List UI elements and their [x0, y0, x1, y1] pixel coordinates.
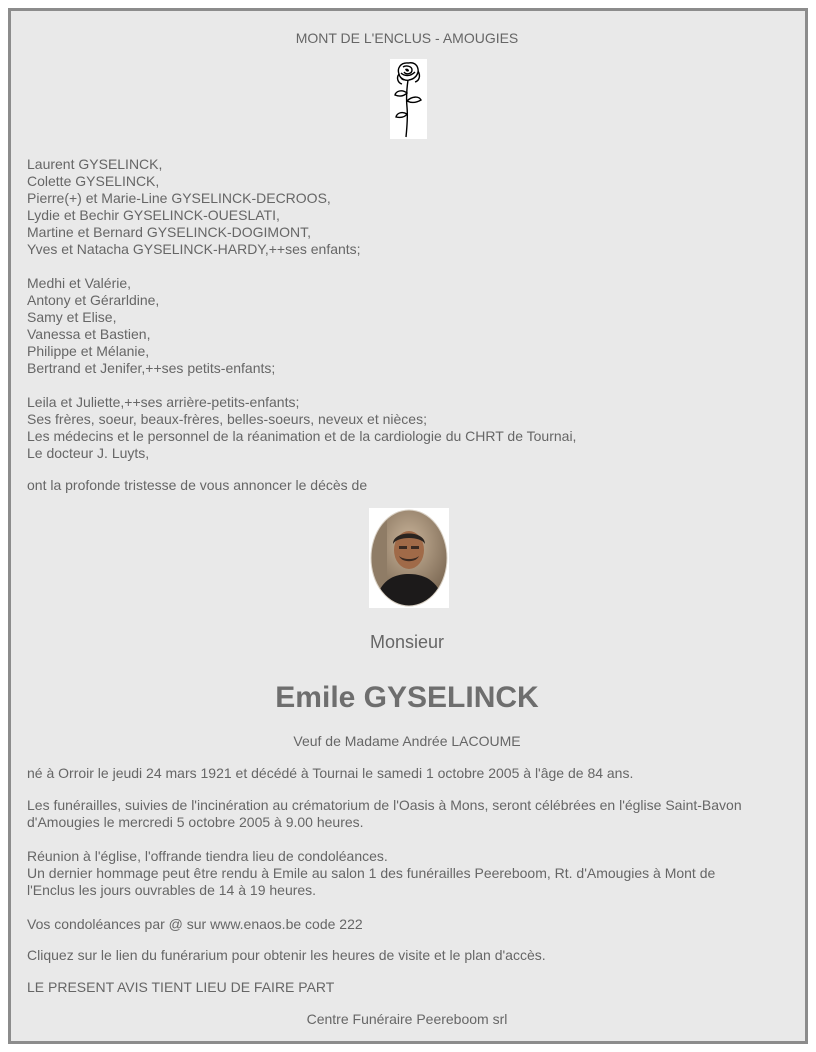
- family-line: Lydie et Bechir GYSELINCK-OUESLATI,: [27, 207, 280, 223]
- family-line: Philippe et Mélanie,: [27, 343, 150, 359]
- children-list: [27, 156, 787, 258]
- widower-text: Veuf de Madame Andrée LACOUME: [293, 733, 521, 749]
- funeral-line: Les funérailles, suivies de l'incinération au crématorium de l'Oasis à Mons, seront célébrées en l'église Saint-Bavon: [27, 797, 742, 813]
- others-list: [27, 394, 787, 462]
- family-line: Pierre(+) et Marie-Line GYSELINCK-DECROOS,: [27, 190, 331, 206]
- birth-death-text: né à Orroir le jeudi 24 mars 1921 et décédé à Tournai le samedi 1 octobre 2005 à l'âge de 84 ans.: [27, 765, 634, 781]
- condolences-text: Vos condoléances par @ sur www.enaos.be code 222: [27, 916, 363, 932]
- grandchildren-list: [27, 275, 787, 377]
- family-line: Ses frères, soeur, beaux-frères, belles-soeurs, neveux et nièces;: [27, 411, 427, 427]
- family-line: Colette GYSELINCK,: [27, 173, 160, 189]
- family-line: Antony et Gérarldine,: [27, 292, 160, 308]
- deceased-title: Monsieur: [369, 632, 445, 652]
- notice-text: LE PRESENT AVIS TIENT LIEU DE FAIRE PART: [27, 979, 335, 995]
- link-note-text: Cliquez sur le lien du funérarium pour obtenir les heures de visite et le plan d'accès.: [27, 947, 546, 963]
- family-line: Samy et Elise,: [27, 309, 117, 325]
- obituary-card: [8, 8, 808, 1044]
- gathering-line: Réunion à l'église, l'offrande tiendra lieu de condoléances.: [27, 848, 388, 864]
- gathering-info: [27, 848, 787, 899]
- portrait-photo: [369, 508, 449, 608]
- family-line: Vanessa et Bastien,: [27, 326, 151, 342]
- rose-icon: [390, 59, 427, 139]
- gathering-line: l'Enclus les jours ouvrables de 14 à 19 heures.: [27, 882, 317, 898]
- family-line: Medhi et Valérie,: [27, 275, 132, 291]
- family-line: Leila et Juliette,++ses arrière-petits-enfants;: [27, 394, 300, 410]
- deceased-name: Emile GYSELINCK: [275, 681, 539, 714]
- family-line: Bertrand et Jenifer,++ses petits-enfants;: [27, 360, 276, 376]
- family-line: Martine et Bernard GYSELINCK-DOGIMONT,: [27, 224, 311, 240]
- funeral-info: [27, 797, 787, 831]
- funeral-line: d'Amougies le mercredi 5 octobre 2005 à 9.00 heures.: [27, 814, 364, 830]
- location-header: MONT DE L'ENCLUS - AMOUGIES: [295, 30, 519, 46]
- family-line: Le docteur J. Luyts,: [27, 445, 150, 461]
- family-line: Yves et Natacha GYSELINCK-HARDY,++ses enfants;: [27, 241, 361, 257]
- funeral-home-footer: Centre Funéraire Peereboom srl: [306, 1011, 508, 1027]
- family-line: Laurent GYSELINCK,: [27, 156, 163, 172]
- gathering-line: Un dernier hommage peut être rendu à Emile au salon 1 des funérailles Peereboom, Rt. d'Amougies à Mont de: [27, 865, 716, 881]
- family-line: Les médecins et le personnel de la réanimation et de la cardiologie du CHRT de Tournai,: [27, 428, 577, 444]
- announcement-text: ont la profonde tristesse de vous annoncer le décès de: [27, 477, 368, 493]
